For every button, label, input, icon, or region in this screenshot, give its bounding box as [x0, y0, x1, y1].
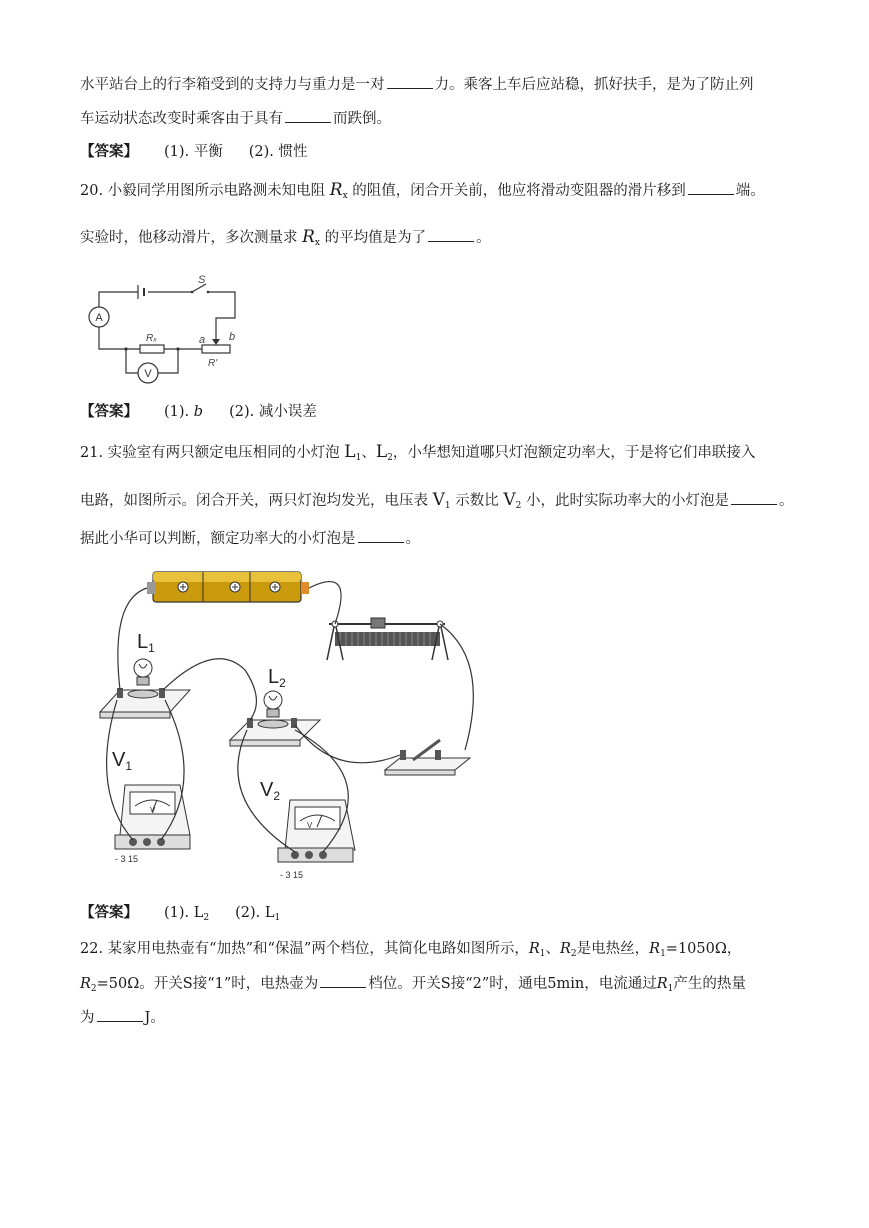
answer-blank: [688, 180, 734, 195]
r1-symbol: $R_1$: [528, 941, 546, 959]
q21-line1: 21. 实验室有两只额定电压相同的小灯泡 $L_1$、$L_2$，小华想知道哪只灯泡额定功率大，于是将它们串联接入: [80, 442, 756, 463]
label-v2: $V_2$: [260, 779, 281, 803]
answer-blank: [358, 528, 404, 543]
answer-blank: [428, 227, 474, 242]
r1-symbol: $R_1$: [656, 976, 674, 994]
q20-circuit-diagram: [80, 270, 255, 389]
label-l2: $L_2$: [268, 666, 286, 690]
answer-2: (2). 惯性: [248, 144, 308, 160]
r1-symbol: $R_1$: [649, 941, 666, 959]
q20-line1: 20. 小毅同学用图所示电路测未知电阻 $R_x$ 的阻值，闭合开关前，他应将滑动变阻器的滑片移到 端。: [80, 180, 765, 201]
q19-line1: 水平站台上的行李箱受到的支持力与重力是一对 力。乘客上车后应站稳，抓好扶手，是为了防止列: [80, 74, 754, 95]
q21-line3: 据此小华可以判断，额定功率大的小灯泡是 。: [80, 528, 420, 549]
q20-line2: 实验时，他移动滑片，多次测量求 $R_x$ 的平均值是为了 。: [80, 227, 491, 248]
q20-answer: [80, 402, 343, 422]
label-v1: $V_1$: [112, 749, 133, 773]
answer-blank: [731, 490, 777, 505]
svg-text:- 3 15: - 3 15: [115, 854, 139, 864]
question-number: 20.: [80, 183, 104, 199]
r2-symbol: $R_2$: [559, 941, 577, 959]
svg-text:V: V: [144, 368, 152, 380]
r2-symbol: $R_2$: [80, 976, 97, 994]
lamp-l1-board: [100, 659, 190, 718]
answer-tag: 【答案】: [80, 143, 138, 160]
voltmeter-v1: [115, 785, 190, 864]
answer-tag: 【答案】: [80, 403, 138, 420]
battery-pack: [147, 572, 309, 602]
q21-apparatus-diagram: [95, 560, 475, 894]
svg-text:Rₓ: Rₓ: [146, 333, 158, 344]
question-number: 22.: [80, 941, 104, 957]
svg-text:R': R': [208, 358, 218, 369]
answer-1: (1). b: [164, 404, 204, 420]
label-l1: $L_1$: [137, 631, 155, 655]
svg-text:S: S: [198, 274, 206, 286]
q19-answer: [80, 142, 334, 162]
q21-answer: [80, 903, 306, 928]
v2-symbol: $V_2$: [503, 490, 522, 511]
answer-blank: [320, 973, 366, 988]
q22-line3: 为 J。: [80, 1007, 165, 1028]
answer-2: (2). $L_1$: [235, 905, 281, 923]
svg-text:b: b: [229, 331, 236, 343]
switch: [385, 740, 470, 775]
q19-line2: 车运动状态改变时乘客由于具有 而跌倒。: [80, 108, 391, 129]
question-number: 21.: [80, 445, 104, 461]
rx-symbol: $R_x$: [302, 227, 320, 248]
v1-symbol: $V_1$: [432, 490, 451, 511]
svg-text:V: V: [150, 806, 156, 815]
answer-2: (2). 减小误差: [229, 404, 317, 420]
svg-text:a: a: [199, 334, 206, 346]
answer-tag: 【答案】: [80, 904, 138, 921]
answer-1: (1). 平衡: [164, 144, 223, 160]
answer-blank: [285, 108, 331, 123]
q22-line2: $R_2=50\Omega$。开关S接“1”时，电热壶为 档位。开关S接“2”时，通电5min，电流通过$R_1$产生的热量: [80, 973, 746, 999]
q22-line1: 22. 某家用电热壶有“加热”和“保温”两个档位，其简化电路如图所示，$R_1$、$R_2$是电热丝，$R_1=1050\Omega$，: [80, 941, 742, 959]
rheostat: [327, 618, 448, 660]
svg-text:- 3 15: - 3 15: [280, 870, 304, 880]
answer-1: (1). $L_2$: [164, 905, 210, 923]
l1-symbol: $L_1$: [344, 442, 362, 463]
svg-text:A: A: [95, 312, 103, 324]
voltmeter-v2: [278, 800, 355, 880]
l2-symbol: $L_2$: [375, 442, 393, 463]
answer-blank: [97, 1007, 143, 1022]
q21-line2: 电路，如图所示。闭合开关，两只灯泡均发光，电压表 $V_1$ 示数比 $V_2$ 小，此时实际功率大的小灯泡是 。: [80, 490, 794, 511]
rx-symbol: $R_x$: [329, 180, 348, 201]
svg-text:V: V: [307, 821, 313, 830]
answer-blank: [387, 74, 433, 89]
